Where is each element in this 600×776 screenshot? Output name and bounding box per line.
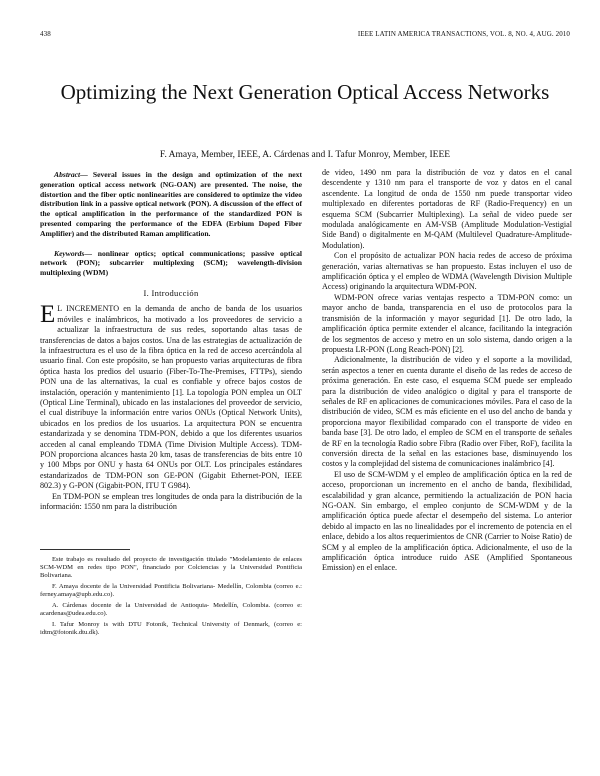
intro-paragraph-2: En TDM-PON se emplean tres longitudes de onda para la distribución de la información: 1550 nm para la distribución [40,491,302,512]
page-number: 438 [40,30,51,38]
footnote-funding: Este trabajo es resultado del proyecto de investigación titulado "Modelamiento de enlaces SCM-WDM en redes tipo PON", financiado por Colciencias y la Universidad Pontificia Bolivariana. [40,555,302,579]
footnote-rule [40,549,130,550]
intro-paragraph-1-text: L INCREMENTO en la demanda de ancho de banda de los usuarios móviles e inalámbricos, ha motivado a los proveedores de servicio a actualizar la infraestructura de sus redes, soportando altas tasas de transferencias de datos a bajos costos. Una de las estrategias de actualización de la infraestructura es el uso de la fibra óptica en la red de acceso acercándola al usuario final. Con este propósito, se han propuesto varias arquitecturas de fibra óptica hasta los predios del usuario (Fiber-To-The-Premises, FTTPs), siendo PON una de las alternativas, la cual es confiable y ofrece bajos costos de instalación, operación y mantenimiento [1]. La topología PON emplea un OLT (Optical Line Terminal), ubicado en las instalaciones del proveedor de servicio, el cual distribuye la información entre varios ONUs (Optical Network Units), ubicados en los predios de los usuarios. La arquitectura PON se encuentra estandarizada y se denomina TDM-PON, debido a que los diferentes usuarios acceden al canal empleando TDMA (Time Division Multiple Access). TDM-PON proporciona alcances hasta 20 km, tasas de transferencias de bits entre 10 y 100 Mbps por ONU y hasta 64 ONUs por OLT. Los principales estándares estandarizados de TDM-PON son GE-PON (Gigabit Ethernet-PON, IEEE 802.3) y G-PON (Gigabit-PON, ITU T G984). [40,304,302,491]
right-column [322,168,572,574]
paper-title: Optimizing the Next Generation Optical Access Networks [60,80,550,104]
body-paragraph-3: de video, 1490 nm para la distribución de voz y datos en el canal descendente y 1310 nm para el transporte de voz y datos en el canal ascendente. La longitud de onda de 1550 nm puede transportar video multiplexado en diferentes portadoras de RF (Radio-Frequency) en un esquema SCM (Subcarrier Multiplexing). La señal de video puede ser modulada analógicamente en AM-VSB (Amplitude Modulation-Vestigial Side Band) o digitalmente en M-QAM (Multilevel Quadrature-Amplitude-Modulation). [322,168,572,250]
footnote-author-cardenas: A. Cárdenas docente de la Universidad de Antioquia- Medellín, Colombia. (correo e: acardenas@udea.edu.co). [40,601,302,618]
left-column [40,168,302,640]
abstract-label: Abstract [54,170,81,179]
keywords [40,249,302,278]
body-paragraph-6: Adicionalmente, la distribución de video y el soporte a la movilidad, serán aspectos a tener en cuenta durante el diseño de las redes de acceso de próxima generación. En este caso, el esquema SCM puede ser empleado para la distribución de video analógico o digital y para el transporte de señales de RF en aplicaciones de comunicaciones móviles. Para el caso de la distribución de video, SCM es más eficiente en el uso del ancho de banda y proporciona mayor flexibilidad comparado con el transporte de video en banda base [3]. De otro lado, el empleo de SCM en el transporte de señales de RF en la tecnología Radio sobre Fibra (Radio over Fiber, RoF), facilita la conversión directa de la señal en las estaciones base, disminuyendo los costos y la complejidad del sistema de comunicaciones inalámbrico [4]. [322,355,572,469]
drop-cap: E [40,301,56,329]
body-paragraph-4: Con el propósito de actualizar PON hacia redes de acceso de próxima generación, varias alternativas se han propuesto. Estas incluyen el uso de amplificación óptica y el empleo de WDMA (Wavelength Division Multiple Access) originando la arquitectura WDM-PON. [322,251,572,292]
abstract-text: — Several issues in the design and optimization of the next generation optical access network (NG-OAN) are presented. The noise, the distortion and the fiber optic nonlinearities are considered to optimize the video distribution link in a passive optical network (PON). A discussion of the effect of the optical amplification in the performance of the standardized PON is presented comparing the performance of the EDFA (Erbium Doped Fiber Amplifier) and the distributed Raman amplification. [40,170,302,238]
author-line: F. Amaya, Member, IEEE, A. Cárdenas and I. Tafur Monroy, Member, IEEE [159,150,451,160]
body-paragraph-5: WDM-PON ofrece varias ventajas respecto a TDM-PON como: un mayor ancho de banda, transparencia en el uso de protocolos para la transmisión de la información y mayor seguridad [1]. De otro lado, la amplificación óptica permite extender el alcance, facilitando la integración de los segmentos de acceso y metro en un solo sistema, dando origen a la propuesta LR-PON (Long Reach-PON) [2]. [322,292,572,354]
body-paragraph-7: El uso de SCM-WDM y el empleo de amplificación óptica en la red de acceso, proporcionan un incremento en el ancho de banda, flexibilidad, escalabilidad y gran alcance, permitiendo la actualización de PON hacia NG-OAN. Sin embargo, el empleo conjunto de SCM-WDM y de la amplificación óptica puede afectar el desempeño del sistema. Lo anterior debido al impacto en las no linealidades por el incremento de potencia en el enlace, debido a los altos requerimientos de CNR (Carrier to Noise Ratio) de SCM y al empleo de la amplificación óptica. Adicionalmente, el uso de la amplificación óptica introduce ruido ASE (Amplified Spontaneous Emission) en el enlace. [322,469,572,573]
footnote-author-tafur: I. Tafur Monroy is with DTU Fotonik, Technical University of Denmark, (correo e: idtm@fotonik.dtu.dk). [40,621,302,637]
keywords-text: — nonlinear optics; optical communications; passive optical network (PON); subcarrier multiplexing (SCM); wavelength-division multiplexing (WDM) [40,248,302,278]
abstract [40,170,302,239]
intro-paragraph-1 [40,301,302,491]
keywords-label: Keywords [54,248,85,258]
footnote-author-amaya: F. Amaya docente de la Universidad Pontificia Bolivariana- Medellín, Colombia (correo e.: ferney.amaya@upb.edu.co). [40,582,302,598]
running-header: IEEE LATIN AMERICA TRANSACTIONS, VOL. 8, NO. 4, AUG. 2010 [357,30,570,38]
section-heading-introduction: I. Introducción [143,287,199,298]
